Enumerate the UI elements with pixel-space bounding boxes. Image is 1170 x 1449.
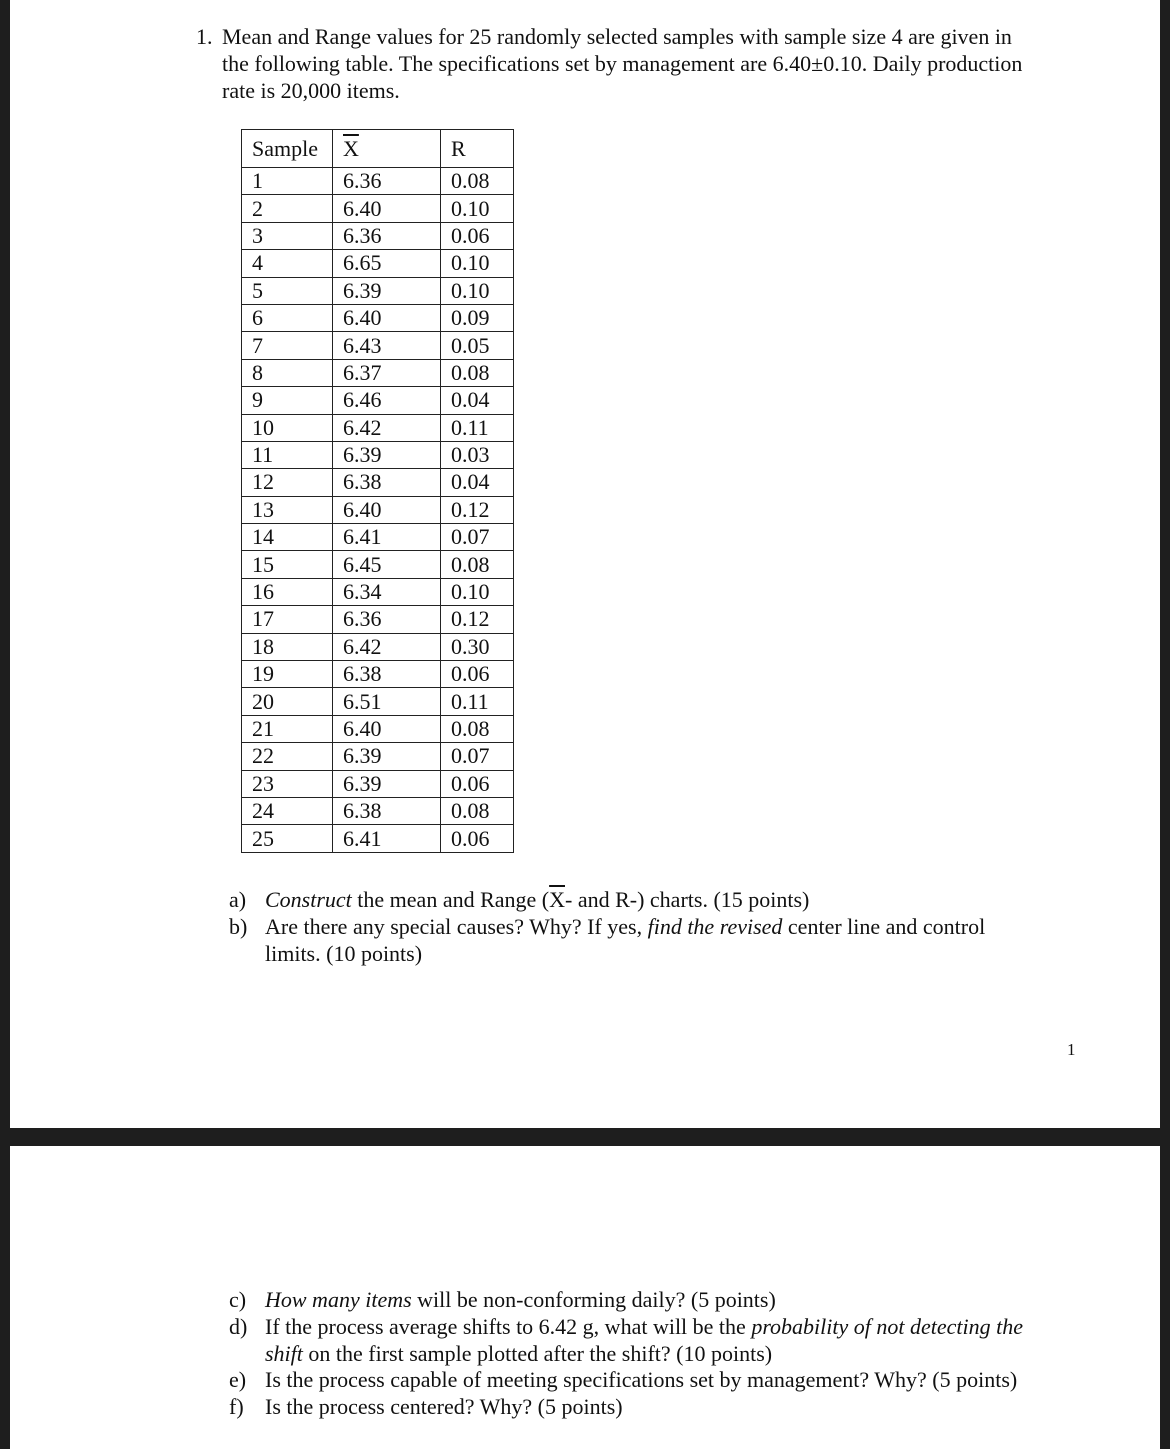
table-row [242, 332, 514, 359]
range-cell: 0.06 [441, 825, 514, 852]
table-body [242, 168, 514, 853]
range-cell: 0.05 [441, 332, 514, 359]
range-cell: 0.08 [441, 359, 514, 386]
range-cell: 0.10 [441, 578, 514, 605]
range-cell: 0.06 [441, 661, 514, 688]
xbar-cell: 6.39 [333, 743, 441, 770]
sample-cell: 4 [242, 250, 333, 277]
xbar-cell: 6.40 [333, 304, 441, 331]
xbar-cell: 6.51 [333, 688, 441, 715]
table-row [242, 551, 514, 578]
table-header-row [242, 130, 514, 168]
xbar-cell: 6.37 [333, 359, 441, 386]
xbar-cell: 6.38 [333, 797, 441, 824]
range-cell: 0.11 [441, 414, 514, 441]
range-cell: 0.06 [441, 222, 514, 249]
question-line-2: the following table. The specifications set by management are 6.40±0.10. Daily production [222, 51, 1023, 76]
sample-cell: 21 [242, 715, 333, 742]
sample-cell: 22 [242, 743, 333, 770]
sample-cell: 1 [242, 168, 333, 195]
table-row [242, 387, 514, 414]
xbar-cell: 6.36 [333, 222, 441, 249]
table-row [242, 688, 514, 715]
sample-cell: 6 [242, 304, 333, 331]
sample-cell: 17 [242, 606, 333, 633]
sample-cell: 24 [242, 797, 333, 824]
table-row [242, 578, 514, 605]
range-cell: 0.30 [441, 633, 514, 660]
sample-cell: 16 [242, 578, 333, 605]
range-cell: 0.08 [441, 551, 514, 578]
range-cell: 0.11 [441, 688, 514, 715]
part-b: b) Are there any special causes? Why? If yes, find the revised center line and control limits. (10 points) [229, 914, 986, 966]
part-d: d) If the process average shifts to 6.42 g, what will be the probability of not detecting the shift on the first sample plotted after the shift? (10 points) [229, 1314, 1024, 1366]
xbar-cell: 6.40 [333, 715, 441, 742]
xbar-cell: 6.39 [333, 770, 441, 797]
page-2: c) How many items will be non-conforming daily? (5 points) d) If the process average shifts to 6.42 g, what will be the probability of not detecting the shift on the first sample plotted after the shift? (10 points) e) Is the process capable of meeting specifications set by management? Why? (5 points) f) Is the process centered? Why? (5 points) [10, 1146, 1160, 1449]
xbar-cell: 6.39 [333, 441, 441, 468]
table-row [242, 633, 514, 660]
table-row [242, 469, 514, 496]
range-cell: 0.04 [441, 469, 514, 496]
table-row [242, 222, 514, 249]
table-row [242, 304, 514, 331]
range-cell: 0.08 [441, 797, 514, 824]
sample-cell: 14 [242, 524, 333, 551]
table-row [242, 715, 514, 742]
header-r: R [441, 130, 514, 168]
xbar-cell: 6.38 [333, 661, 441, 688]
sample-cell: 2 [242, 195, 333, 222]
sample-cell: 19 [242, 661, 333, 688]
xbar-cell: 6.34 [333, 578, 441, 605]
sample-cell: 15 [242, 551, 333, 578]
sample-cell: 5 [242, 277, 333, 304]
range-cell: 0.07 [441, 743, 514, 770]
sample-cell: 12 [242, 469, 333, 496]
range-cell: 0.09 [441, 304, 514, 331]
table-row [242, 770, 514, 797]
sample-cell: 8 [242, 359, 333, 386]
range-cell: 0.06 [441, 770, 514, 797]
header-xbar: $\overline{X}$ [333, 130, 441, 168]
question-line-1: Mean and Range values for 25 randomly selected samples with sample size 4 are given in [222, 24, 1012, 49]
data-table [241, 129, 514, 853]
xbar-cell: 6.39 [333, 277, 441, 304]
range-cell: 0.12 [441, 496, 514, 523]
page-1: 1. Mean and Range values for 25 randomly selected samples with sample size 4 are given in the following table. The specifications set by management are 6.40±0.10. Daily production rate is 20,000 items. Sample $\overline{X}$ R 1 6.36 0.08 2 6.40 0.10 3 6.36 0.06 4 6.65 0.10 5 6.39 0.10 6 6.40 0.09 7 6.43 0.05 8 6.37 0.08 9 6.46 0.04 10 6.42 0.11 11 6.39 0.03 12 6.38 0.04 13 6.40 0.12 14 6.41 0.07 15 6.45 0.08 16 6.34 0.10 17 6.36 0.12 18 6.42 0.30 19 6.38 0.06 20 6.51 0.11 21 6.40 0.08 22 6.39 0.07 23 6.39 0.06 24 6.38 0.08 25 6.41 0.06 a) Construct the mean and Range ($\overline{X}-$ and R-) charts. (15 points) b) Are there any special causes? Why? If yes, find the revised center line and control limits. (10 points) 1 [10, 0, 1160, 1128]
sample-cell: 7 [242, 332, 333, 359]
sample-cell: 3 [242, 222, 333, 249]
xbar-cell: 6.40 [333, 496, 441, 523]
xbar-cell: 6.43 [333, 332, 441, 359]
table-row [242, 250, 514, 277]
xbar-cell: 6.36 [333, 606, 441, 633]
xbar-cell: 6.42 [333, 414, 441, 441]
sample-cell: 20 [242, 688, 333, 715]
range-cell: 0.08 [441, 168, 514, 195]
xbar-cell: 6.40 [333, 195, 441, 222]
sample-cell: 23 [242, 770, 333, 797]
xbar-cell: 6.41 [333, 524, 441, 551]
table-row [242, 524, 514, 551]
sample-cell: 18 [242, 633, 333, 660]
sample-cell: 9 [242, 387, 333, 414]
range-cell: 0.10 [441, 277, 514, 304]
sample-cell: 25 [242, 825, 333, 852]
xbar-cell: 6.38 [333, 469, 441, 496]
page-number: 1 [1067, 1040, 1076, 1059]
question-line-3: rate is 20,000 items. [222, 78, 400, 103]
xbar-cell: 6.46 [333, 387, 441, 414]
question-number: 1. [196, 24, 213, 49]
table-row [242, 797, 514, 824]
range-cell: 0.03 [441, 441, 514, 468]
header-sample: Sample [242, 130, 333, 168]
table-row [242, 359, 514, 386]
xbar-cell: 6.45 [333, 551, 441, 578]
table-row [242, 661, 514, 688]
xbar-cell: 6.36 [333, 168, 441, 195]
table-row [242, 277, 514, 304]
table-row [242, 441, 514, 468]
range-cell: 0.07 [441, 524, 514, 551]
table-row [242, 606, 514, 633]
range-cell: 0.08 [441, 715, 514, 742]
range-cell: 0.10 [441, 195, 514, 222]
sample-cell: 11 [242, 441, 333, 468]
range-cell: 0.12 [441, 606, 514, 633]
range-cell: 0.04 [441, 387, 514, 414]
sample-cell: 13 [242, 496, 333, 523]
table-row [242, 195, 514, 222]
range-cell: 0.10 [441, 250, 514, 277]
table-row [242, 496, 514, 523]
table-row [242, 414, 514, 441]
table-row [242, 743, 514, 770]
sample-cell: 10 [242, 414, 333, 441]
xbar-cell: 6.65 [333, 250, 441, 277]
xbar-cell: 6.42 [333, 633, 441, 660]
table-row [242, 168, 514, 195]
xbar-cell: 6.41 [333, 825, 441, 852]
table-row [242, 825, 514, 852]
